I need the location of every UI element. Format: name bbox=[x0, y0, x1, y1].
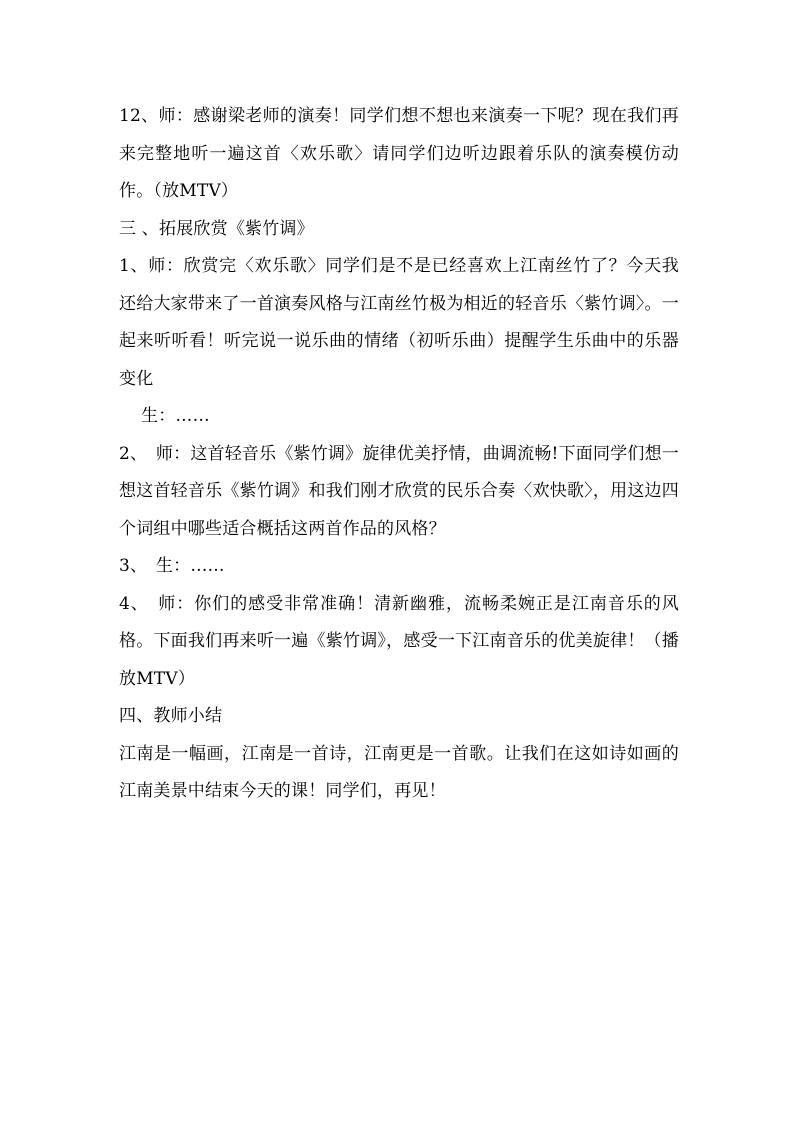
paragraph-student-response: 生：…… bbox=[141, 406, 210, 426]
paragraph-item-1: 1、师：欣赏完〈欢乐歌〉同学们是不是已经喜欢上江南丝竹了？今天我还给大家带来了一首演奏风格与江南丝竹极为相近的轻音乐〈紫竹调〉。一起来听听看！听完说一说乐曲的情绪（初听乐曲）提醒学生乐曲中的乐器变化 bbox=[119, 256, 679, 389]
section-heading-extended-appreciation: 三 、拓展欣赏《紫竹调》 bbox=[119, 218, 314, 239]
paragraph-item-4: 4、 师：你们的感受非常准确！清新幽雅，流畅柔婉正是江南音乐的风格。下面我们再来听一遍《紫竹调》，感受一下江南音乐的优美旋律！（播放MTV） bbox=[119, 593, 679, 689]
section-heading-teacher-summary: 四、教师小结 bbox=[119, 706, 223, 726]
document-body bbox=[119, 98, 679, 811]
paragraph-item-3: 3、 生：…… bbox=[119, 556, 225, 576]
paragraph-teacher-thanks: 12、师：感谢梁老师的演奏！同学们想不想也来演奏一下呢？现在我们再来完整地听一遍这首〈欢乐歌〉请同学们边听边跟着乐队的演奏模仿动作。（放MTV） bbox=[119, 106, 679, 201]
paragraph-item-2: 2、 师：这首轻音乐《紫竹调》旋律优美抒情，曲调流畅!下面同学们想一想这首轻音乐《紫竹调》和我们刚才欣赏的民乐合奏〈欢快歌〉，用这边四个词组中哪些适合概括这两首作品的风格？ bbox=[119, 443, 679, 539]
paragraph-closing: 江南是一幅画，江南是一首诗，江南更是一首歌。让我们在这如诗如画的江南美景中结束今天的课！同学们，再见！ bbox=[119, 743, 679, 801]
